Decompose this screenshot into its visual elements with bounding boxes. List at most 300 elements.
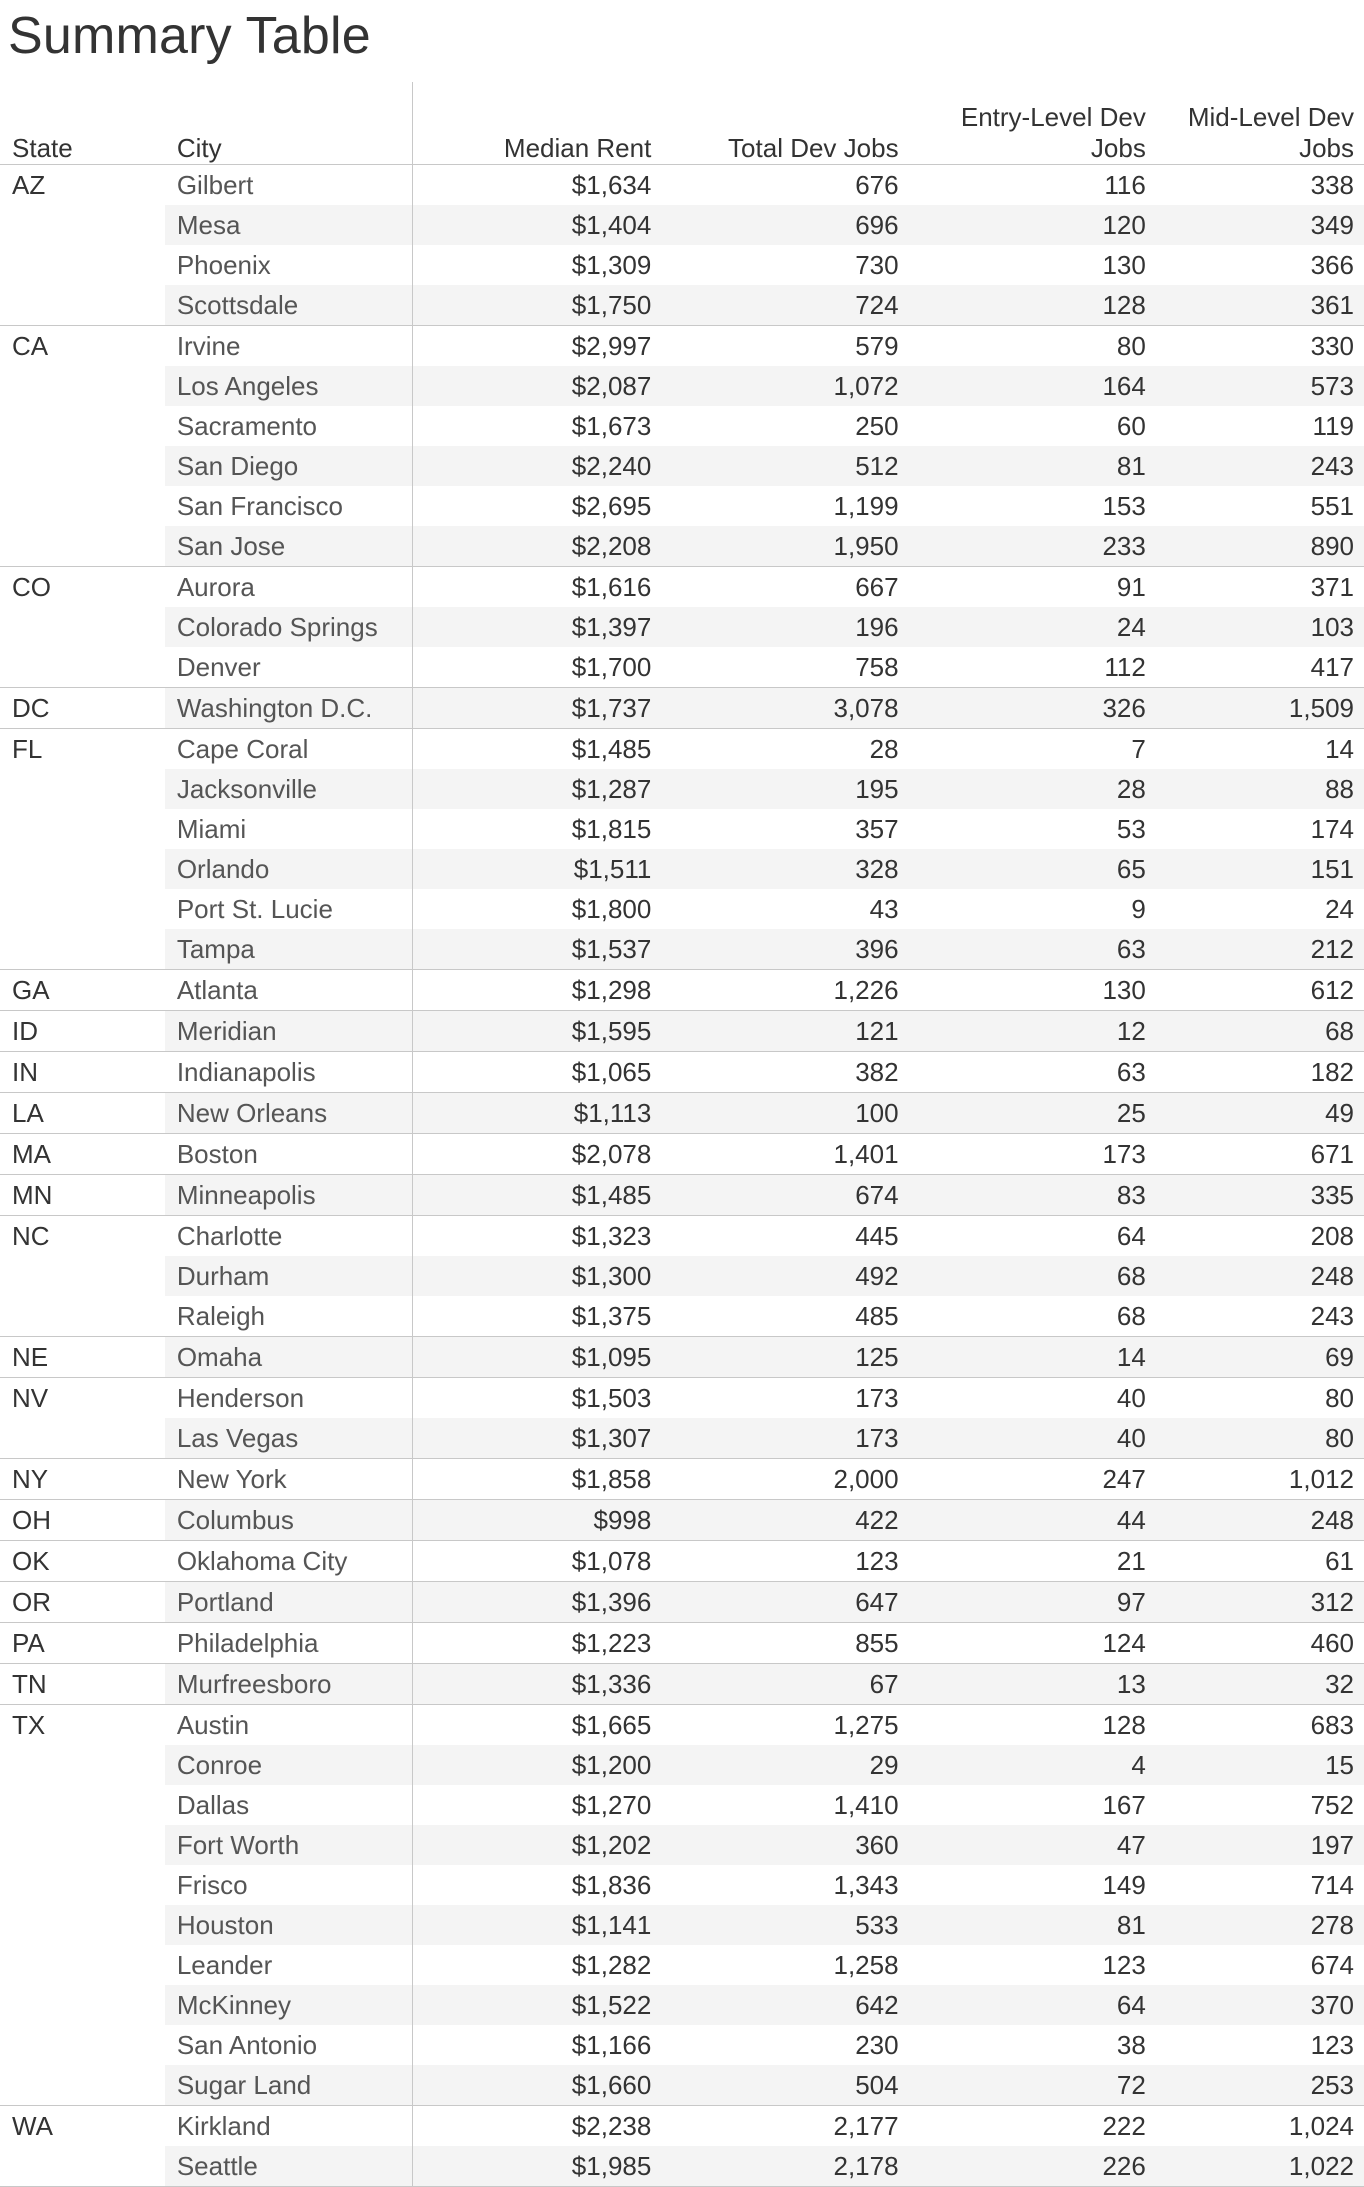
city-cell[interactable]: Gilbert [176,170,254,200]
median-rent-cell[interactable]: $1,737 [412,688,659,729]
total-dev-jobs-cell[interactable]: 328 [659,849,906,889]
median-rent-cell[interactable]: $1,309 [412,245,659,285]
state-cell[interactable]: MA [0,1134,165,1175]
city-cell[interactable]: New York [165,1459,412,1500]
mid-level-dev-jobs-cell[interactable]: 208 [1310,1221,1354,1251]
table-row [0,1582,1364,1623]
mid-level-dev-jobs-cell[interactable]: 49 [1154,1093,1364,1134]
mid-level-dev-jobs-cell[interactable]: 1,022 [1154,2146,1364,2187]
table-row [0,1500,1364,1541]
entry-level-dev-jobs-cell[interactable]: 9 [1131,894,1146,924]
median-rent-cell[interactable]: $1,750 [412,285,659,326]
total-dev-jobs-cell[interactable]: 123 [659,1541,906,1582]
median-rent-cell[interactable]: $1,485 [412,729,659,770]
total-dev-jobs-cell[interactable]: 196 [659,607,906,647]
entry-level-dev-jobs-cell[interactable]: 13 [907,1664,1154,1705]
mid-level-dev-jobs-cell[interactable]: 88 [1154,769,1364,809]
mid-level-dev-jobs-cell[interactable]: 460 [1154,1623,1364,1664]
median-rent-cell[interactable]: $1,800 [412,889,659,929]
entry-level-dev-jobs-cell[interactable]: 53 [1116,814,1146,844]
mid-level-dev-jobs-cell[interactable]: 674 [1310,1950,1354,1980]
mid-level-dev-jobs-cell[interactable]: 312 [1154,1582,1364,1623]
total-dev-jobs-cell[interactable]: 492 [659,1256,906,1296]
entry-level-dev-jobs-cell[interactable]: 64 [1116,1221,1146,1251]
city-cell[interactable]: Indianapolis [165,1052,412,1093]
median-rent-cell[interactable]: $2,997 [412,326,659,367]
city-cell[interactable]: Henderson [176,1383,305,1413]
median-rent-cell[interactable]: $1,300 [412,1256,659,1296]
median-rent-cell[interactable]: $1,065 [412,1052,659,1093]
total-dev-jobs-cell[interactable]: 43 [869,894,899,924]
table-row [0,2106,1364,2147]
state-cell[interactable]: ID [0,1011,165,1052]
median-rent-cell[interactable]: $1,485 [412,1175,659,1216]
table-row [0,245,1364,285]
entry-level-dev-jobs-cell[interactable]: 128 [1102,1710,1146,1740]
mid-level-dev-jobs-cell[interactable]: 1,509 [1154,688,1364,729]
city-cell[interactable]: Austin [176,1710,250,1740]
entry-level-dev-jobs-cell[interactable]: 63 [907,929,1154,970]
median-rent-cell[interactable]: $2,208 [412,526,659,567]
city-cell[interactable]: Leander [176,1950,273,1980]
entry-level-dev-jobs-cell[interactable]: 25 [907,1093,1154,1134]
mid-level-dev-jobs-cell[interactable]: 417 [1154,647,1364,688]
table-row [0,809,1364,849]
median-rent-cell[interactable]: $1,078 [412,1541,659,1582]
mid-level-dev-jobs-cell[interactable]: 349 [1154,205,1364,245]
median-rent-cell[interactable]: $1,522 [412,1985,659,2025]
city-cell[interactable]: Boston [165,1134,412,1175]
city-cell[interactable]: Mesa [165,205,412,245]
entry-level-dev-jobs-cell[interactable]: 80 [1116,331,1146,361]
mid-level-dev-jobs-cell[interactable]: 551 [1310,491,1354,521]
total-dev-jobs-cell[interactable]: 396 [659,929,906,970]
median-rent-cell[interactable]: $1,503 [412,1378,659,1419]
state-cell[interactable]: NV [0,1378,165,1459]
total-dev-jobs-cell[interactable]: 533 [659,1905,906,1945]
median-rent-cell[interactable]: $998 [412,1500,659,1541]
table-row [0,1541,1364,1582]
header-mid-line-1: Mid-Level Dev [1187,102,1354,132]
mid-level-dev-jobs-cell[interactable]: 714 [1310,1870,1354,1900]
mid-level-dev-jobs-cell[interactable]: 174 [1310,814,1354,844]
city-cell[interactable]: Jacksonville [165,769,412,809]
entry-level-dev-jobs-cell[interactable]: 326 [907,688,1154,729]
entry-level-dev-jobs-cell[interactable]: 40 [907,1418,1154,1459]
entry-level-dev-jobs-cell[interactable]: 38 [1116,2030,1146,2060]
mid-level-dev-jobs-cell[interactable]: 248 [1154,1256,1364,1296]
table-row [0,205,1364,245]
median-rent-cell[interactable]: $1,141 [412,1905,659,1945]
total-dev-jobs-cell[interactable]: 195 [659,769,906,809]
entry-level-dev-jobs-cell[interactable]: 21 [907,1541,1154,1582]
mid-level-dev-jobs-cell[interactable]: 370 [1154,1985,1364,2025]
total-dev-jobs-cell[interactable]: 382 [659,1052,906,1093]
city-cell[interactable]: Scottsdale [165,285,412,326]
state-cell[interactable]: OK [0,1541,165,1582]
total-dev-jobs-cell[interactable]: 1,401 [659,1134,906,1175]
city-cell[interactable]: Denver [165,647,412,688]
median-rent-cell[interactable]: $1,223 [412,1623,659,1664]
city-cell[interactable]: Seattle [165,2146,412,2187]
mid-level-dev-jobs-cell[interactable]: 338 [1310,170,1354,200]
mid-level-dev-jobs-cell[interactable]: 80 [1325,1383,1354,1413]
median-rent-cell[interactable]: $1,397 [412,607,659,647]
city-cell[interactable]: Cape Coral [176,734,309,764]
entry-level-dev-jobs-cell[interactable]: 173 [907,1134,1154,1175]
mid-level-dev-jobs-cell[interactable]: 69 [1154,1337,1364,1378]
median-rent-cell[interactable]: $2,695 [412,486,659,526]
entry-level-dev-jobs-cell[interactable]: 120 [907,205,1154,245]
mid-level-dev-jobs-cell[interactable]: 80 [1154,1418,1364,1459]
entry-level-dev-jobs-cell[interactable]: 123 [1102,1950,1146,1980]
mid-level-dev-jobs-cell[interactable]: 683 [1310,1710,1354,1740]
mid-level-dev-jobs-cell[interactable]: 573 [1154,366,1364,406]
city-cell[interactable]: San Diego [165,446,412,486]
table-row [0,1093,1364,1134]
city-cell[interactable]: Portland [165,1582,412,1623]
total-dev-jobs-cell[interactable]: 855 [659,1623,906,1664]
entry-level-dev-jobs-cell[interactable]: 65 [907,849,1154,889]
city-cell[interactable]: Murfreesboro [165,1664,412,1705]
city-cell[interactable]: Minneapolis [165,1175,412,1216]
entry-level-dev-jobs-cell[interactable]: 149 [1102,1870,1146,1900]
entry-level-dev-jobs-cell[interactable]: 233 [907,526,1154,567]
state-cell[interactable]: TN [0,1664,165,1705]
entry-level-dev-jobs-cell[interactable]: 81 [907,446,1154,486]
city-cell[interactable]: Tampa [165,929,412,970]
mid-level-dev-jobs-cell[interactable]: 14 [1325,734,1354,764]
total-dev-jobs-cell[interactable]: 1,226 [659,970,906,1011]
median-rent-cell[interactable]: $1,282 [412,1945,659,1985]
entry-level-dev-jobs-cell[interactable]: 72 [907,2065,1154,2106]
state-cell[interactable]: NC [0,1216,165,1337]
mid-level-dev-jobs-cell[interactable]: 103 [1154,607,1364,647]
entry-level-dev-jobs-cell[interactable]: 83 [907,1175,1154,1216]
state-cell[interactable]: IN [0,1052,165,1093]
mid-level-dev-jobs-cell[interactable]: 24 [1325,894,1354,924]
median-rent-cell[interactable]: $1,287 [412,769,659,809]
median-rent-cell[interactable]: $1,396 [412,1582,659,1623]
median-rent-cell[interactable]: $1,595 [412,1011,659,1052]
median-rent-cell[interactable]: $1,673 [412,406,659,446]
city-cell[interactable]: Las Vegas [165,1418,412,1459]
mid-level-dev-jobs-cell[interactable]: 366 [1310,250,1354,280]
city-cell[interactable]: San Francisco [176,491,344,521]
entry-level-dev-jobs-cell[interactable]: 167 [1102,1790,1146,1820]
mid-level-dev-jobs-cell[interactable]: 371 [1310,572,1354,602]
mid-level-dev-jobs-cell[interactable]: 278 [1154,1905,1364,1945]
city-cell[interactable]: Meridian [165,1011,412,1052]
header-total-dev-jobs[interactable]: Total Dev Jobs [659,82,906,165]
city-cell[interactable]: Dallas [176,1790,250,1820]
total-dev-jobs-cell[interactable]: 1,343 [833,1870,899,1900]
header-median-rent[interactable]: Median Rent [412,82,659,165]
total-dev-jobs-cell[interactable]: 724 [659,285,906,326]
entry-level-dev-jobs-cell[interactable]: 4 [907,1745,1154,1785]
mid-level-dev-jobs-cell[interactable]: 212 [1154,929,1364,970]
city-cell[interactable]: Colorado Springs [165,607,412,647]
entry-level-dev-jobs-cell[interactable]: 124 [907,1623,1154,1664]
median-rent-cell[interactable]: $1,537 [412,929,659,970]
total-dev-jobs-cell[interactable]: 67 [659,1664,906,1705]
city-cell[interactable]: Durham [165,1256,412,1296]
median-rent-cell[interactable]: $1,323 [412,1216,659,1257]
state-cell[interactable]: LA [0,1093,165,1134]
city-cell[interactable]: Los Angeles [165,366,412,406]
state-cell[interactable]: OH [0,1500,165,1541]
mid-level-dev-jobs-cell[interactable]: 335 [1154,1175,1364,1216]
mid-level-dev-jobs-cell[interactable]: 123 [1310,2030,1354,2060]
total-dev-jobs-cell[interactable]: 579 [855,331,899,361]
median-rent-cell[interactable]: $1,511 [412,849,659,889]
mid-level-dev-jobs-cell[interactable]: 151 [1154,849,1364,889]
entry-level-dev-jobs-cell[interactable]: 7 [1131,734,1146,764]
median-rent-cell[interactable]: $1,200 [412,1745,659,1785]
total-dev-jobs-cell[interactable]: 445 [855,1221,899,1251]
total-dev-jobs-cell[interactable]: 485 [659,1296,906,1337]
total-dev-jobs-cell[interactable]: 647 [659,1582,906,1623]
total-dev-jobs-cell[interactable]: 100 [659,1093,906,1134]
median-rent-cell[interactable]: $1,815 [412,809,659,849]
header-row [0,82,1364,165]
median-rent-cell[interactable]: $1,336 [412,1664,659,1705]
entry-level-dev-jobs-cell[interactable]: 226 [907,2146,1154,2187]
total-dev-jobs-cell[interactable]: 230 [855,2030,899,2060]
total-dev-jobs-cell[interactable]: 125 [659,1337,906,1378]
mid-level-dev-jobs-cell[interactable]: 61 [1154,1541,1364,1582]
city-cell[interactable]: Charlotte [176,1221,283,1251]
entry-level-dev-jobs-cell[interactable]: 116 [1104,170,1146,200]
mid-level-dev-jobs-cell[interactable]: 119 [1312,411,1354,441]
table-row [0,688,1364,729]
median-rent-cell[interactable]: $1,375 [412,1296,659,1337]
state-cell[interactable]: NY [0,1459,165,1500]
table-row [0,285,1364,326]
state-cell[interactable]: CA [0,326,165,567]
state-cell[interactable]: PA [0,1623,165,1664]
city-cell[interactable]: Oklahoma City [165,1541,412,1582]
mid-level-dev-jobs-cell[interactable]: 32 [1154,1664,1364,1705]
city-cell[interactable]: Port St. Lucie [176,894,333,924]
header-entry-level-dev-jobs[interactable] [907,82,1154,165]
summary-table-container [0,82,1364,2187]
total-dev-jobs-cell[interactable]: 2,000 [659,1459,906,1500]
total-dev-jobs-cell[interactable]: 1,072 [659,366,906,406]
total-dev-jobs-cell[interactable]: 173 [855,1383,899,1413]
total-dev-jobs-cell[interactable]: 1,199 [833,491,899,521]
state-cell[interactable]: AZ [0,165,165,326]
city-cell[interactable]: Omaha [165,1337,412,1378]
total-dev-jobs-cell[interactable]: 642 [659,1985,906,2025]
city-cell[interactable]: Columbus [165,1500,412,1541]
mid-level-dev-jobs-cell[interactable]: 890 [1154,526,1364,567]
median-rent-cell[interactable]: $1,985 [412,2146,659,2187]
entry-level-dev-jobs-cell[interactable]: 153 [1102,491,1146,521]
median-rent-cell[interactable]: $1,836 [412,1865,659,1905]
mid-level-dev-jobs-cell[interactable]: 253 [1154,2065,1364,2106]
table-row [0,486,1364,526]
city-cell[interactable]: Fort Worth [165,1825,412,1865]
state-cell[interactable]: DC [0,688,165,729]
entry-level-dev-jobs-cell[interactable]: 12 [907,1011,1154,1052]
mid-level-dev-jobs-cell[interactable]: 243 [1154,446,1364,486]
entry-level-dev-jobs-cell[interactable]: 247 [907,1459,1154,1500]
entry-level-dev-jobs-cell[interactable]: 68 [907,1256,1154,1296]
total-dev-jobs-cell[interactable]: 1,950 [659,526,906,567]
entry-level-dev-jobs-cell[interactable]: 63 [907,1052,1154,1093]
city-cell[interactable]: San Antonio [176,2030,318,2060]
state-cell[interactable]: TX [0,1705,165,2106]
entry-level-dev-jobs-cell[interactable]: 81 [907,1905,1154,1945]
city-cell[interactable]: Washington D.C. [165,688,412,729]
median-rent-cell[interactable]: $1,307 [412,1418,659,1459]
median-rent-cell[interactable]: $2,238 [412,2106,659,2147]
total-dev-jobs-cell[interactable]: 1,410 [833,1790,899,1820]
city-cell[interactable]: New Orleans [165,1093,412,1134]
entry-level-dev-jobs-cell[interactable]: 47 [907,1825,1154,1865]
total-dev-jobs-cell[interactable]: 360 [659,1825,906,1865]
mid-level-dev-jobs-cell[interactable]: 243 [1154,1296,1364,1337]
state-cell[interactable]: GA [0,970,165,1011]
header-mid-level-dev-jobs[interactable] [1154,82,1364,165]
total-dev-jobs-cell[interactable]: 357 [855,814,899,844]
entry-level-dev-jobs-cell[interactable]: 28 [907,769,1154,809]
entry-level-dev-jobs-cell[interactable]: 24 [907,607,1154,647]
table-row [0,889,1364,929]
mid-level-dev-jobs-cell[interactable]: 248 [1154,1500,1364,1541]
total-dev-jobs-cell[interactable]: 730 [855,250,899,280]
city-cell[interactable]: Sugar Land [165,2065,412,2106]
median-rent-cell[interactable]: $1,858 [412,1459,659,1500]
city-cell[interactable]: San Jose [165,526,412,567]
total-dev-jobs-cell[interactable]: 674 [659,1175,906,1216]
table-row [0,1134,1364,1175]
city-cell[interactable]: Phoenix [176,250,271,280]
state-cell[interactable]: MN [0,1175,165,1216]
median-rent-cell[interactable]: $2,078 [412,1134,659,1175]
median-rent-cell[interactable]: $2,087 [412,366,659,406]
mid-level-dev-jobs-cell[interactable]: 68 [1154,1011,1364,1052]
header-city[interactable]: City [165,82,412,165]
entry-level-dev-jobs-cell[interactable]: 130 [907,970,1154,1011]
city-cell[interactable]: Houston [165,1905,412,1945]
median-rent-cell[interactable]: $1,095 [412,1337,659,1378]
mid-level-dev-jobs-cell[interactable]: 15 [1154,1745,1364,1785]
header-state[interactable]: State [0,82,165,165]
entry-level-dev-jobs-cell[interactable]: 128 [907,285,1154,326]
total-dev-jobs-cell[interactable]: 512 [659,446,906,486]
city-cell[interactable]: Aurora [176,572,255,602]
mid-level-dev-jobs-cell[interactable]: 1,012 [1154,1459,1364,1500]
table-row [0,326,1364,367]
city-cell[interactable]: Kirkland [176,2111,271,2141]
city-cell[interactable]: Orlando [165,849,412,889]
mid-level-dev-jobs-cell[interactable]: 612 [1154,970,1364,1011]
city-cell[interactable]: Raleigh [165,1296,412,1337]
entry-level-dev-jobs-cell[interactable]: 60 [1116,411,1146,441]
city-cell[interactable]: McKinney [165,1985,412,2025]
median-rent-cell[interactable]: $1,404 [412,205,659,245]
total-dev-jobs-cell[interactable]: 1,275 [833,1710,899,1740]
mid-level-dev-jobs-cell[interactable]: 197 [1154,1825,1364,1865]
city-cell[interactable]: Philadelphia [165,1623,412,1664]
total-dev-jobs-cell[interactable]: 28 [869,734,899,764]
table-row [0,647,1364,688]
total-dev-jobs-cell[interactable]: 667 [855,572,899,602]
entry-level-dev-jobs-cell[interactable]: 130 [1102,250,1146,280]
total-dev-jobs-cell[interactable]: 2,177 [833,2111,899,2141]
entry-level-dev-jobs-cell[interactable]: 164 [907,366,1154,406]
median-rent-cell[interactable]: $1,616 [412,567,659,608]
entry-level-dev-jobs-cell[interactable]: 40 [1116,1383,1146,1413]
entry-level-dev-jobs-cell[interactable]: 112 [907,647,1154,688]
entry-level-dev-jobs-cell[interactable]: 68 [907,1296,1154,1337]
state-cell[interactable]: WA [0,2106,165,2187]
state-cell[interactable]: CO [0,567,165,688]
total-dev-jobs-cell[interactable]: 676 [855,170,899,200]
table-row [0,1296,1364,1337]
city-cell[interactable]: Sacramento [176,411,318,441]
city-cell[interactable]: Conroe [165,1745,412,1785]
city-cell[interactable]: Irvine [176,331,241,361]
table-body [0,165,1364,2187]
mid-level-dev-jobs-cell[interactable]: 671 [1154,1134,1364,1175]
entry-level-dev-jobs-cell[interactable]: 97 [907,1582,1154,1623]
entry-level-dev-jobs-cell[interactable]: 222 [1102,2111,1146,2141]
table-row [0,1745,1364,1785]
median-rent-cell[interactable]: $1,166 [412,2025,659,2065]
median-rent-cell[interactable]: $1,700 [412,647,659,688]
median-rent-cell[interactable]: $1,202 [412,1825,659,1865]
city-cell[interactable]: Miami [176,814,247,844]
total-dev-jobs-cell[interactable]: 2,178 [659,2146,906,2187]
total-dev-jobs-cell[interactable]: 121 [659,1011,906,1052]
state-cell[interactable]: FL [0,729,165,970]
median-rent-cell[interactable]: $1,298 [412,970,659,1011]
median-rent-cell[interactable]: $1,665 [412,1705,659,1746]
table-row [0,366,1364,406]
median-rent-cell[interactable]: $1,660 [412,2065,659,2106]
mid-level-dev-jobs-cell[interactable]: 361 [1154,285,1364,326]
mid-level-dev-jobs-cell[interactable]: 752 [1310,1790,1354,1820]
total-dev-jobs-cell[interactable]: 758 [659,647,906,688]
state-cell[interactable]: OR [0,1582,165,1623]
median-rent-cell[interactable]: $2,240 [412,446,659,486]
total-dev-jobs-cell[interactable]: 250 [855,411,899,441]
entry-level-dev-jobs-cell[interactable]: 14 [907,1337,1154,1378]
total-dev-jobs-cell[interactable]: 696 [659,205,906,245]
median-rent-cell[interactable]: $1,113 [412,1093,659,1134]
mid-level-dev-jobs-cell[interactable]: 182 [1154,1052,1364,1093]
state-cell[interactable]: NE [0,1337,165,1378]
mid-level-dev-jobs-cell[interactable]: 330 [1310,331,1354,361]
entry-level-dev-jobs-cell[interactable]: 91 [1116,572,1146,602]
mid-level-dev-jobs-cell[interactable]: 1,024 [1288,2111,1354,2141]
median-rent-cell[interactable]: $1,634 [412,165,659,206]
total-dev-jobs-cell[interactable]: 504 [659,2065,906,2106]
total-dev-jobs-cell[interactable]: 173 [659,1418,906,1459]
total-dev-jobs-cell[interactable]: 3,078 [659,688,906,729]
entry-level-dev-jobs-cell[interactable]: 44 [907,1500,1154,1541]
city-cell[interactable]: Frisco [176,1870,248,1900]
total-dev-jobs-cell[interactable]: 29 [659,1745,906,1785]
entry-level-dev-jobs-cell[interactable]: 64 [907,1985,1154,2025]
city-cell[interactable]: Atlanta [165,970,412,1011]
total-dev-jobs-cell[interactable]: 1,258 [833,1950,899,1980]
median-rent-cell[interactable]: $1,270 [412,1785,659,1825]
total-dev-jobs-cell[interactable]: 422 [659,1500,906,1541]
